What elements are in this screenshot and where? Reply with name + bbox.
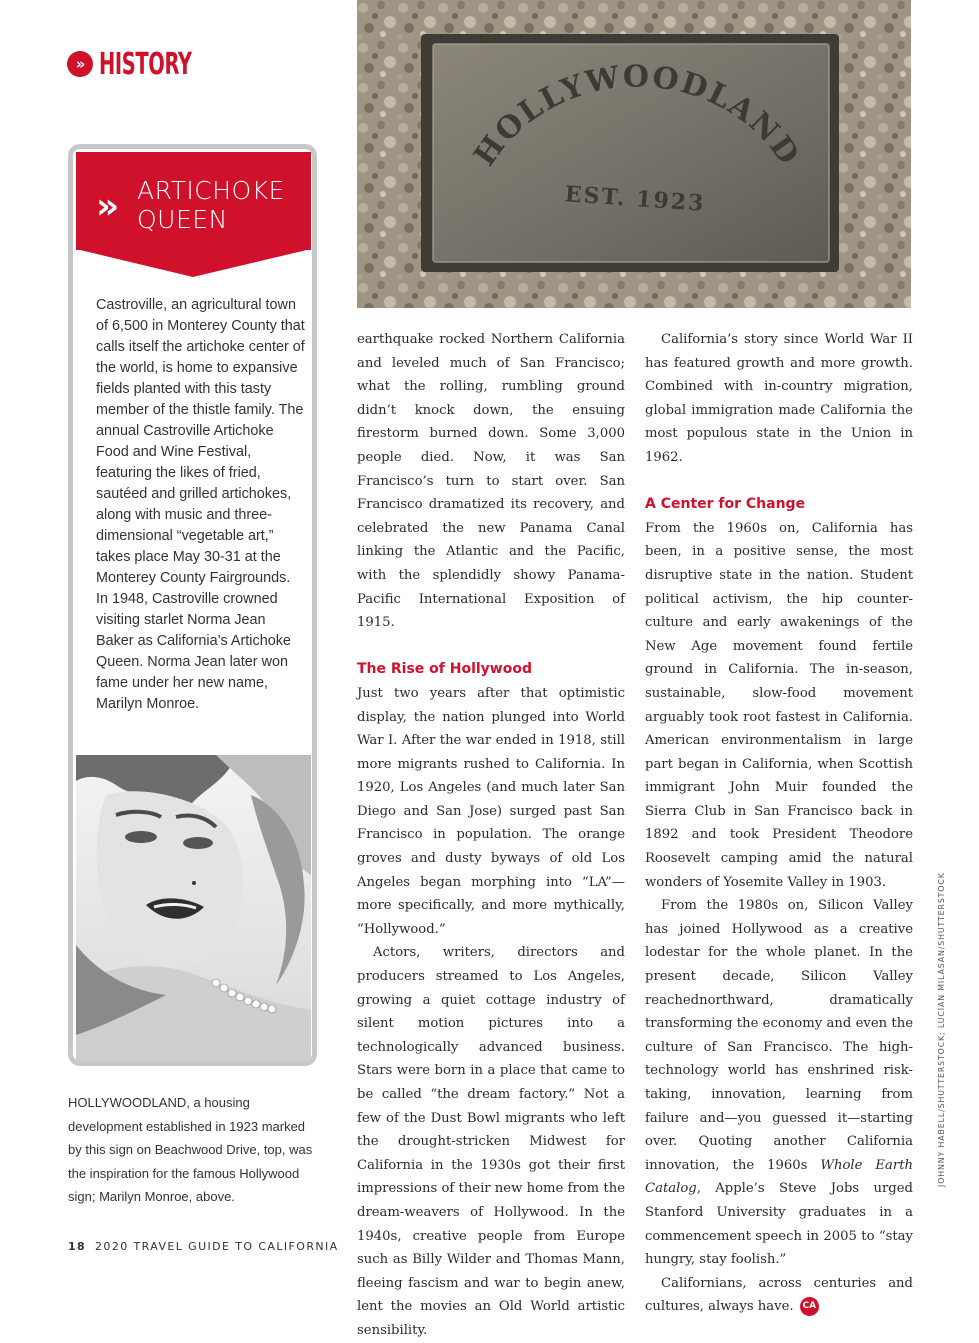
photo-caption: HOLLYWOODLAND, a housing development established in 1923 marked by this sign on Beachwood Drive, top, was the inspiration for the famous Hollywood sign; Marilyn Monroe, above. xyxy=(68,1095,313,1204)
body-column-2 xyxy=(645,328,913,1319)
page-number: 18 xyxy=(68,1240,87,1253)
paragraph: Actors, writers, directors and producers streamed to Los Angeles, growing a quiet cottage industry of silent motion pictures into a technologically advanced business. Stars were born in a place that came to be called “the dream factory.” Not a few of the Dust Bowl migrants who left the drought-stricken Midwest for California in the 1930s got their first impressions of their new home from the dream-weavers of Hollywood. In the 1940s, creative people from Europe such as Billy Wilder and Thomas Mann, fleeing fascism and war to begin anew, lent the movies an Old World artistic sensibility. xyxy=(357,945,625,1338)
double-chevron-icon: » xyxy=(96,186,112,227)
paragraph: From the 1980s on, Silicon Valley has joined Hollywood as a creative lodestar for the whole planet. In the present decade, Silicon Valley reachednorthward, dramatically transforming the economy and even the culture of San Francisco. The high-technology world has enshrined risk-taking, innovation, learning from failure and—you guessed it—starting over. Quoting another California innovation, the 1960s Whole Earth Catalog, Apple’s Steve Jobs urged Stanford University graduates in a commencement speech in 2005 to “stay hungry, stay foolish.” xyxy=(645,898,913,1268)
publication-title: 2020 TRAVEL GUIDE TO CALIFORNIA xyxy=(95,1240,339,1253)
photo-credit: JOHNNY HABELL/SHUTTERSTOCK; LUCIAN MILASAN/SHUTTERSTOCK xyxy=(937,872,946,1187)
subheading-rise-of-hollywood: The Rise of Hollywood xyxy=(357,661,532,678)
section-title: HISTORY xyxy=(99,46,192,82)
double-chevron-icon: » xyxy=(67,51,93,77)
sidebar-banner xyxy=(76,152,311,250)
subheading-center-for-change: A Center for Change xyxy=(645,496,806,513)
end-mark-icon: CA xyxy=(800,1297,819,1316)
section-header xyxy=(67,46,228,82)
hollywoodland-plaque-photo xyxy=(357,0,911,308)
banner-pointer xyxy=(76,249,311,277)
paragraph: Just two years after that optimistic display, the nation plunged into World War I. After the war ended in 1918, still more migrants rushed to California. In 1920, Los Angeles (and much later San Diego and San Jose) surged past San Francisco in population. The orange groves and dusty byways of old Los Angeles began morphing into “LA”—more specifically, and more mythically, “Hollywood.” xyxy=(357,685,625,937)
sidebar-text: Castroville, an agricultural town of 6,500 in Monterey County that calls itself the artichoke center of the world, is home to expansive fields planted with this tasty member of the thistle family. The annual Castroville Artichoke Food and Wine Festival, featuring the likes of fried, sautéed and grilled artichokes, along with music and three-dimensional “vegetable art,” takes place May 30-31 at the Monterey County Fairgrounds. In 1948, Castroville crowned visiting starlet Norma Jean Baker as California’s Artichoke Queen. Norma Jean later won fame under her new name, Marilyn Monroe. xyxy=(96,297,305,712)
plaque-date: EST. 1923 xyxy=(563,181,707,217)
plaque-title: HOLLYWOODLAND xyxy=(467,59,807,173)
sidebar-title: ARTICHOKE QUEEN xyxy=(137,176,285,234)
paragraph: California’s story since World War II has featured growth and more growth. Combined with in-country migration, global immigration made California the most populous state in the Union in 1962. xyxy=(645,332,913,465)
paragraph: Californians, across centuries and cultures, always have. CA xyxy=(645,1275,913,1315)
body-column-1 xyxy=(357,328,625,1343)
marilyn-monroe-photo xyxy=(76,755,311,1061)
paragraph: earthquake rocked Northern California and leveled much of San Francisco; what the rolling, rumbling ground didn’t knock down, the ensuing firestorm burned down. Some 3,000 people died. Now, it was San Francisco’s turn to start over. San Francisco dramatized its recovery, and celebrated the new Panama Canal linking the Atlantic and the Pacific, with the splendidly showy Panama-Pacific International Exposition of 1915. xyxy=(357,332,625,631)
paragraph: From the 1960s on, California has been, in a positive sense, the most disruptive state in the nation. Student political activism, the hip counter-culture and early awakenings of the New Age movement found fertile ground in California. The in-season, sustainable, slow-food movement arguably took root fastest in California. American environmentalism in large part began in California, when Scottish immigrant John Muir founded the Sierra Club in San Francisco back in 1892 and took President Theodore Roosevelt camping amid the natural wonders of Yosemite Valley in 1903. xyxy=(645,520,913,890)
page-footer xyxy=(68,1240,339,1253)
sidebar-box xyxy=(68,144,317,1066)
